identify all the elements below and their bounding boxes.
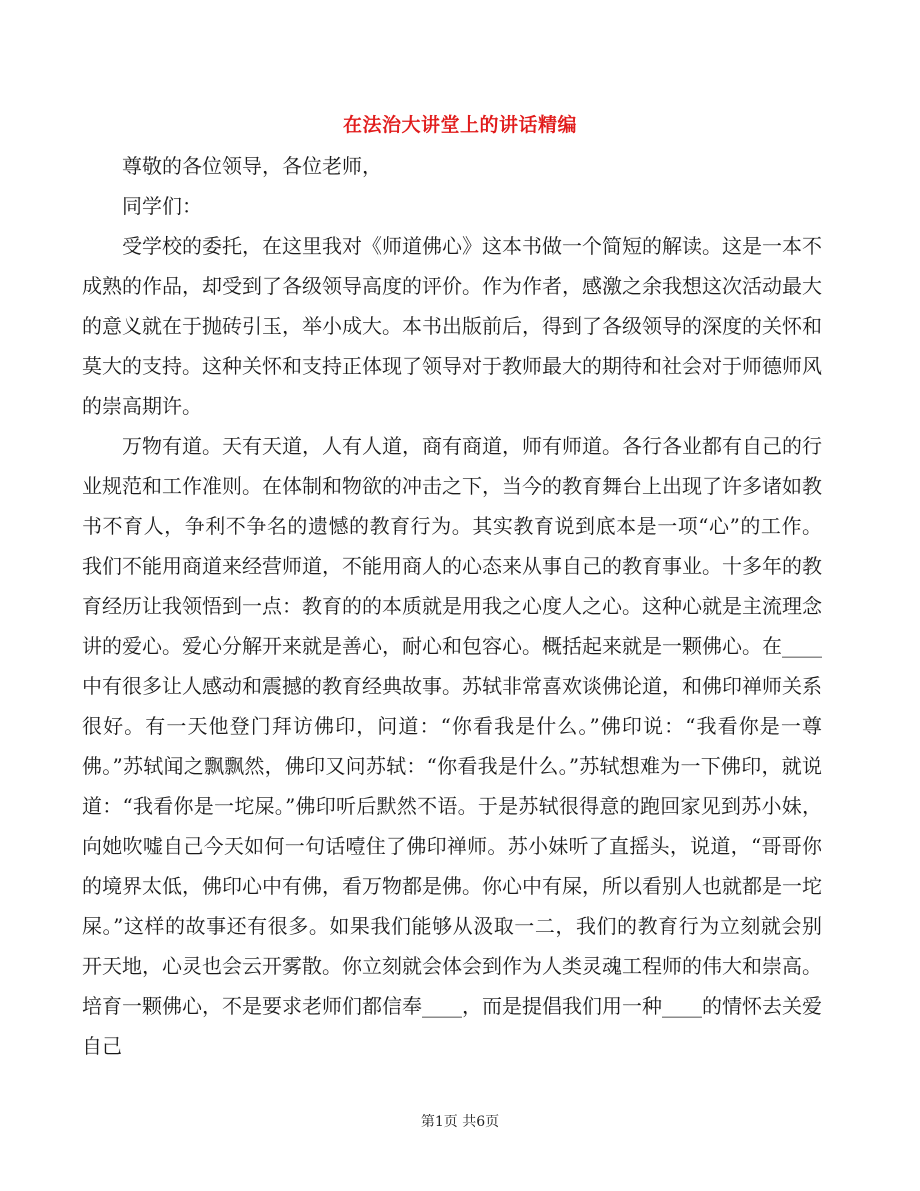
paragraph-1: 受学校的委托，在这里我对《师道佛心》这本书做一个简短的解读。这是一本不成熟的作品，却受到了各级领导高度的评价。作为作者，感激之余我想这次活动最大的意义就在于抛砖引玉，举小成大。本书出版前后，得到了各级领导的深度的关怀和莫大的支持。这种关怀和支持正体现了领导对于教师最大的期待和社会对于师德师风的崇高期许。 xyxy=(82,234,822,418)
document-body xyxy=(82,146,822,1066)
salutation: 尊敬的各位领导，各位老师， xyxy=(122,154,382,178)
page-number-footer: 第1页 共6页 xyxy=(420,1114,500,1130)
paragraph-2: 万物有道。天有天道，人有人道，商有商道，师有师道。各行各业都有自己的行业规范和工作准则。在体制和物欲的冲击之下，当今的教育舞台上出现了许多诸如教书不育人，争利不争名的遗憾的教育行为。其实教育说到底本是一项“心”的工作。我们不能用商道来经营师道，不能用商人的心态来从事自己的教育事业。十多年的教育经历让我领悟到一点：教育的的本质就是用我之心度人之心。这种心就是主流理念讲的爱心。爱心分解开来就是善心，耐心和包容心。概括起来就是一颗佛心。在____中有很多让人感动和震撼的教育经典故事。苏轼非常喜欢谈佛论道，和佛印禅师关系很好。有一天他登门拜访佛印，问道：“你看我是什么。”佛印说：“我看你是一尊佛。”苏轼闻之飘飘然，佛印又问苏轼：“你看我是什么。”苏轼想难为一下佛印，就说道：“我看你是一坨屎。”佛印听后默然不语。于是苏轼很得意的跑回家见到苏小妹，向她吹嘘自己今天如何一句话噎住了佛印禅师。苏小妹听了直摇头，说道，“哥哥你的境界太低，佛印心中有佛，看万物都是佛。你心中有屎，所以看别人也就都是一坨屎。”这样的故事还有很多。如果我们能够从汲取一二，我们的教育行为立刻就会别开天地，心灵也会云开雾散。你立刻就会体会到作为人类灵魂工程师的伟大和崇高。培育一颗佛心，不是要求老师们都信奉____，而是提倡我们用一种____的情怀去关爱自己 xyxy=(82,434,822,1058)
document-title: 在法治大讲堂上的讲话精编 xyxy=(342,114,577,136)
salutation-students: 同学们： xyxy=(122,194,202,218)
